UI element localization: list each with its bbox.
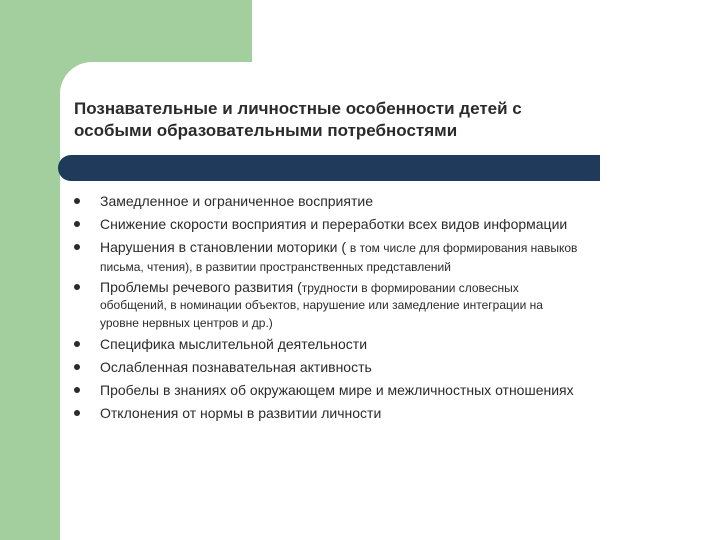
bullet-icon — [74, 364, 80, 370]
green-accent-left — [0, 0, 60, 540]
bullet-icon — [74, 410, 80, 416]
bullet-icon — [74, 387, 80, 393]
list-item-main-text: Проблемы речевого развития ( — [100, 279, 302, 295]
list-item-text: Специфика мыслительной деятельности — [100, 336, 368, 352]
list-item-detail-text: письма, чтения), в развитии пространственных представлений — [100, 260, 451, 274]
bullet-icon — [74, 244, 80, 250]
list-item-text: Замедленное и ограниченное восприятие — [100, 193, 373, 209]
title-line-2: особыми образовательными потребностями — [74, 121, 458, 140]
list-item-text: Снижение скорости восприятия и переработки всех видов информации — [100, 216, 568, 232]
list-item-text: Пробелы в знаниях об окружающем мире и межличностных отношениях — [100, 382, 574, 398]
list-item-detail-text: обобщений, в номинации объектов, нарушение или замедление интеграции на — [100, 298, 543, 312]
bullet-icon — [74, 198, 80, 204]
list-item-text — [100, 278, 670, 297]
slide-title — [74, 98, 674, 142]
list-item-main-text: Нарушения в становлении моторики ( — [100, 239, 350, 255]
bullet-icon — [74, 221, 80, 227]
list-item-text: Отклонения от нормы в развитии личности — [100, 405, 382, 421]
bullet-icon — [74, 284, 80, 290]
list-item-text — [100, 238, 670, 257]
title-divider-bar — [58, 155, 600, 181]
bullet-icon — [74, 341, 80, 347]
list-item-text: Ослабленная познавательная активность — [100, 359, 372, 375]
list-item-detail-text: в том числе для формирования навыков — [349, 241, 578, 255]
title-line-1: Познавательные и личностные особенности детей с — [74, 99, 522, 118]
list-item-detail-text: уровне нервных центров и др.) — [100, 316, 273, 330]
list-item-detail-text: трудности в формировании словесных — [301, 281, 519, 295]
